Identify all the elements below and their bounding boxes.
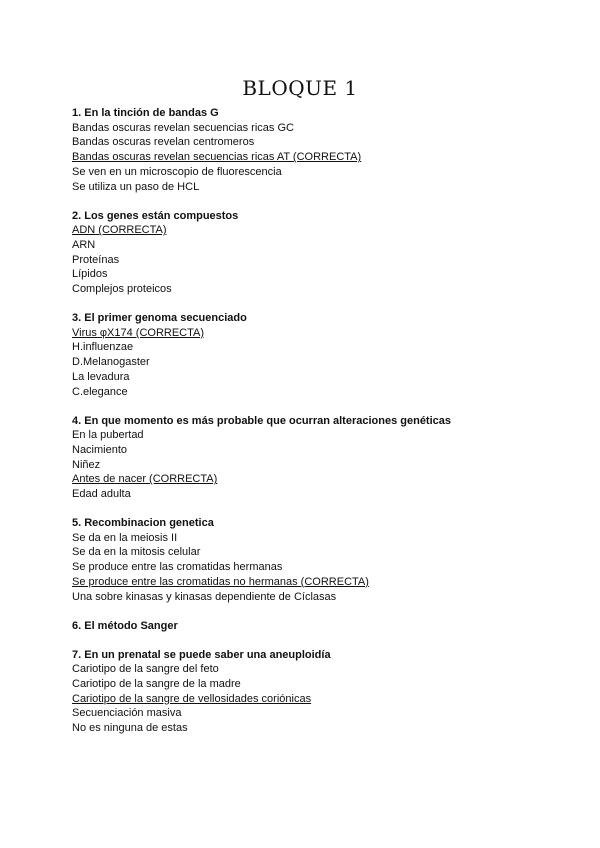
answer-option: No es ninguna de estas: [72, 722, 188, 735]
answer-option: Bandas oscuras revelan secuencias ricas GC: [72, 121, 294, 134]
answer-option: Lípidos: [72, 268, 108, 281]
correct-answer-option: Antes de nacer (CORRECTA): [72, 473, 218, 486]
answer-option: Secuenciación masiva: [72, 707, 182, 720]
answer-option: Se ven en un microscopio de fluorescencia: [72, 165, 282, 178]
question-title: 2. Los genes están compuestos: [72, 209, 239, 222]
question-block: [72, 414, 552, 502]
question-title: 3. El primer genoma secuenciado: [72, 312, 247, 325]
answer-option: La levadura: [72, 370, 130, 383]
question-list: [72, 106, 552, 750]
correct-answer-option: Se produce entre las cromatidas no hermanas (CORRECTA): [72, 575, 369, 588]
page-title: BLOQUE 1: [242, 76, 358, 100]
question-block: [72, 619, 552, 634]
answer-option: Se da en la mitosis celular: [72, 546, 201, 559]
question-title: 1. En la tinción de bandas G: [72, 107, 219, 119]
answer-option: D.Melanogaster: [72, 356, 150, 369]
answer-option: Cariotipo de la sangre de la madre: [72, 677, 241, 690]
correct-answer-option: ADN (CORRECTA): [72, 224, 167, 237]
question-title: 7. En un prenatal se puede saber una aneuploidía: [72, 648, 331, 661]
question-block: [72, 311, 552, 399]
answer-option: Se da en la meiosis II: [72, 531, 178, 544]
question-title: 5. Recombinacion genetica: [72, 517, 214, 530]
answer-option: Se produce entre las cromatidas hermanas: [72, 561, 283, 574]
correct-answer-option: Cariotipo de la sangre de vellosidades coriónicas: [72, 692, 312, 705]
answer-option: Una sobre kinasas y kinasas dependiente de Cíclasas: [72, 590, 337, 603]
question-title: 6. El método Sanger: [72, 619, 178, 632]
answer-option: Se utiliza un paso de HCL: [72, 180, 200, 193]
answer-option: Proteínas: [72, 253, 120, 266]
answer-option: Cariotipo de la sangre del feto: [72, 663, 219, 676]
answer-option: Nacimiento: [72, 443, 128, 456]
answer-option: H.influenzae: [72, 341, 134, 354]
answer-option: Niñez: [72, 458, 101, 471]
question-block: [72, 648, 552, 736]
answer-option: ARN: [72, 238, 96, 251]
question-block: [72, 516, 552, 604]
question-title: 4. En que momento es más probable que ocurran alteraciones genéticas: [72, 414, 452, 427]
answer-option: C.elegance: [72, 385, 128, 398]
answer-option: Bandas oscuras revelan centromeros: [72, 136, 255, 149]
question-block: [72, 209, 552, 297]
question-block: [72, 106, 552, 194]
correct-answer-option: Virus φX174 (CORRECTA): [72, 326, 205, 339]
answer-option: Complejos proteicos: [72, 283, 172, 296]
answer-option: Edad adulta: [72, 488, 131, 501]
correct-answer-option: Bandas oscuras revelan secuencias ricas AT (CORRECTA): [72, 151, 362, 164]
answer-option: En la pubertad: [72, 429, 144, 442]
